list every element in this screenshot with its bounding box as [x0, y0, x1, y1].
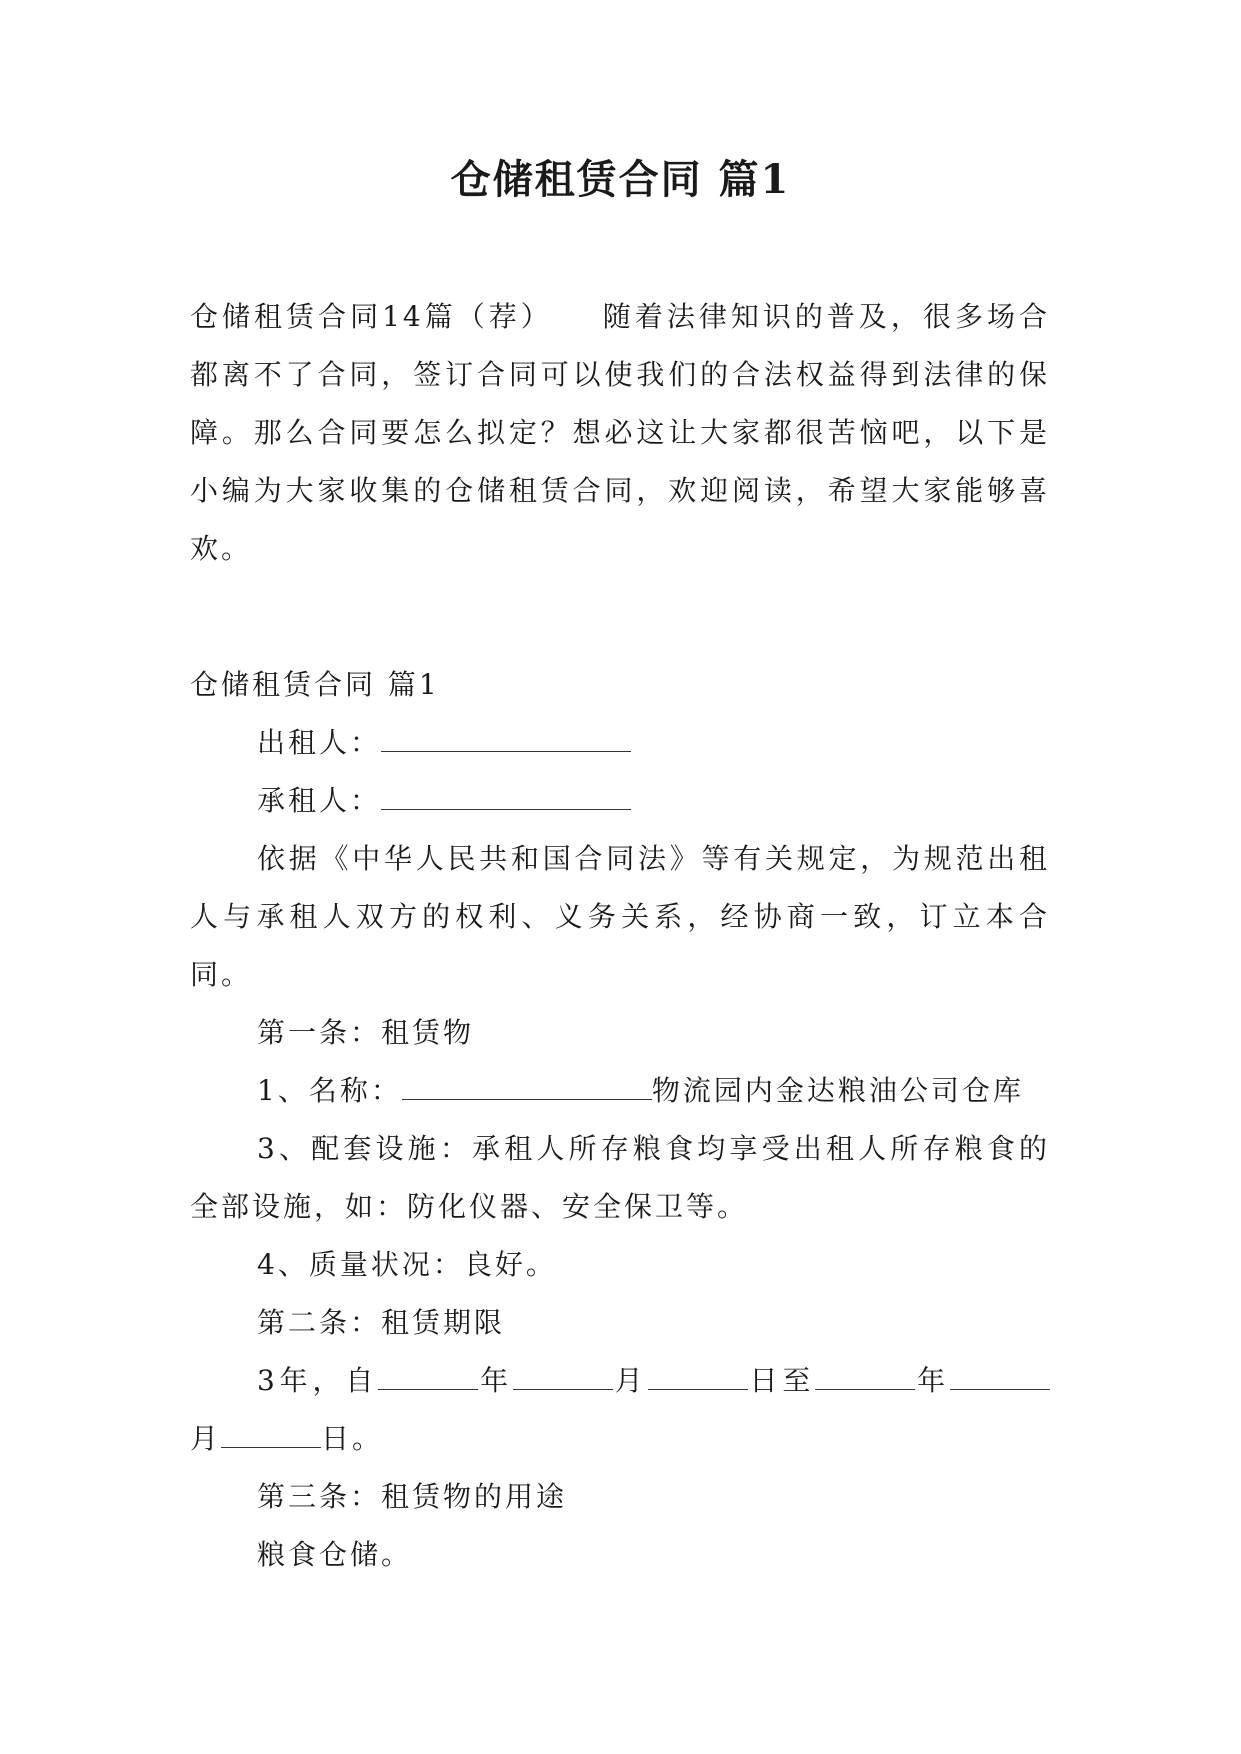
lessor-label: 出租人： [257, 726, 382, 759]
article2-title: 第二条：租赁期限 [257, 1306, 506, 1339]
item1-line [190, 1062, 1050, 1120]
article1-title: 第一条：租赁物 [257, 1016, 475, 1049]
lessor-line [190, 714, 1050, 772]
item3-paragraph: 3、配套设施：承租人所存粮食均享受出租人所存粮食的全部设施，如：防化仪器、安全保卫等。 [190, 1132, 1050, 1223]
term-part: 年 [478, 1364, 513, 1397]
term-part: 月 [612, 1364, 648, 1397]
term-blank [950, 1359, 1050, 1390]
term-part: 日至 [747, 1364, 816, 1397]
lessee-label: 承租人： [257, 784, 382, 817]
lessee-blank [381, 779, 631, 810]
item1-blank [402, 1069, 652, 1100]
term-paragraph [190, 1352, 1050, 1468]
term-blank [513, 1359, 613, 1390]
term-blank [648, 1359, 748, 1390]
term-blank [378, 1359, 478, 1390]
article3-title: 第三条：租赁物的用途 [257, 1480, 568, 1513]
term-part: 年 [915, 1364, 950, 1397]
intro-paragraph: 仓储租赁合同14篇（荐） 随着法律知识的普及，很多场合都离不了合同，签订合同可以使我们的合法权益得到法律的保障。那么合同要怎么拟定？想必这让大家都很苦恼吧，以下是小编为大家收集的仓储租赁合同，欢迎阅读，希望大家能够喜欢。 [190, 300, 1050, 565]
document-title: 仓储租赁合同 篇1 [450, 156, 791, 203]
term-part: 日。 [321, 1422, 384, 1455]
item4-paragraph: 4、质量状况：良好。 [257, 1248, 557, 1281]
item1-suffix: 物流园内金达粮油公司仓库 [651, 1074, 1024, 1107]
lessee-line [190, 772, 1050, 830]
term-part: 月 [190, 1422, 222, 1455]
usage-paragraph: 粮食仓储。 [257, 1538, 413, 1571]
term-part: 3年，自 [257, 1364, 379, 1397]
document-body [190, 288, 1050, 1584]
term-blank [221, 1417, 321, 1448]
section-heading: 仓储租赁合同 篇1 [190, 668, 440, 701]
term-blank [815, 1359, 915, 1390]
item1-prefix: 1、名称： [257, 1074, 402, 1107]
lessor-blank [381, 721, 631, 752]
preamble-paragraph: 依据《中华人民共和国合同法》等有关规定，为规范出租人与承租人双方的权利、义务关系，经协商一致，订立本合同。 [190, 842, 1050, 991]
